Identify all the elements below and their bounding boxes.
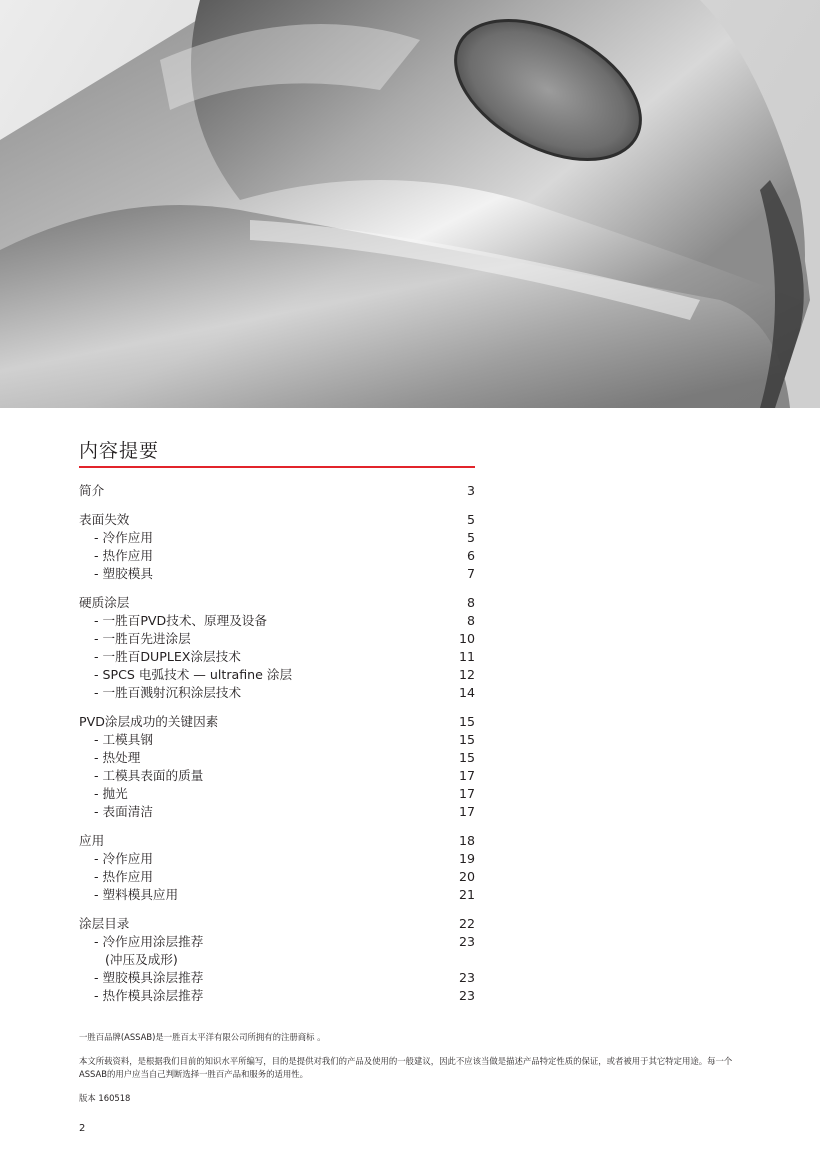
toc-subentry[interactable]: [79, 767, 475, 785]
toc-subentry[interactable]: [79, 612, 475, 630]
toc-entry-page: 12: [458, 667, 475, 682]
toc-entry-label: - 一胜百溅射沉积涂层技术: [94, 685, 242, 700]
toc-entry-page: 17: [458, 786, 475, 801]
toc-entry-page: 20: [458, 869, 475, 884]
toc-entry-page: 15: [458, 732, 475, 747]
table-of-contents: [79, 482, 475, 1016]
toc-entry-label: - 一胜百PVD技术、原理及设备: [94, 613, 267, 628]
toc-entry-page: 8: [466, 613, 475, 628]
toc-entry-page: 23: [458, 970, 475, 985]
toc-section: [79, 713, 475, 821]
toc-subentry[interactable]: [79, 785, 475, 803]
toc-subentry[interactable]: [79, 565, 475, 583]
toc-entry-label: - 热处理: [94, 750, 141, 765]
toc-entry-page: 22: [458, 916, 475, 931]
toc-entry-page: 6: [466, 548, 475, 563]
toc-entry-page: 17: [458, 804, 475, 819]
toc-entry-page: 3: [466, 483, 475, 498]
toc-entry-page: 23: [458, 988, 475, 1003]
toc-subentry[interactable]: [79, 868, 475, 886]
trademark-note: 一胜百品牌(ASSAB)是一胜百太平洋有限公司所拥有的注册商标 。: [79, 1032, 326, 1042]
toc-entry-page: 15: [458, 714, 475, 729]
toc-entry-page: 5: [466, 512, 475, 527]
toc-subentry[interactable]: [79, 529, 475, 547]
toc-entry[interactable]: [79, 482, 475, 500]
toc-entry-label: PVD涂层成功的关键因素: [79, 714, 219, 729]
toc-entry-page: 8: [466, 595, 475, 610]
toc-entry-page: 15: [458, 750, 475, 765]
toc-entry-page: 7: [466, 566, 475, 581]
toc-entry[interactable]: [79, 594, 475, 612]
toc-title: 内容提要: [79, 440, 160, 462]
page-number: 2: [79, 1123, 86, 1134]
toc-entry-label: - 一胜百先进涂层: [94, 631, 191, 646]
toc-entry-page: 11: [458, 649, 475, 664]
toc-entry[interactable]: [79, 511, 475, 529]
toc-entry-label: - 热作应用: [94, 869, 153, 884]
toc-entry-label: - 冷作应用: [94, 530, 153, 545]
toc-entry-label: - 塑胶模具涂层推荐: [94, 970, 204, 985]
toc-entry-label: 简介: [79, 483, 105, 498]
toc-subentry[interactable]: [79, 684, 475, 702]
toc-entry-label: - 冷作应用涂层推荐: [94, 934, 204, 949]
toc-subentry[interactable]: [79, 951, 475, 969]
version-label: 版本 160518: [79, 1093, 131, 1103]
toc-entry[interactable]: [79, 713, 475, 731]
toc-entry-page: 17: [458, 768, 475, 783]
footer-notes: [79, 1031, 739, 1116]
toc-section: [79, 482, 475, 500]
toc-entry-label: (冲压及成形): [105, 952, 178, 967]
toc-section: [79, 915, 475, 1005]
toc-entry-page: 14: [458, 685, 475, 700]
toc-section: [79, 511, 475, 583]
cover-photo-steel-tool: [0, 0, 820, 408]
toc-entry-label: 表面失效: [79, 512, 130, 527]
toc-subentry[interactable]: [79, 731, 475, 749]
toc-entry-label: - 塑料模具应用: [94, 887, 179, 902]
toc-entry-label: - 一胜百DUPLEX涂层技术: [94, 649, 241, 664]
toc-entry-label: - 热作应用: [94, 548, 153, 563]
toc-entry-page: 21: [458, 887, 475, 902]
toc-subentry[interactable]: [79, 630, 475, 648]
toc-subentry[interactable]: [79, 648, 475, 666]
toc-entry-page: 19: [458, 851, 475, 866]
toc-entry-page: 10: [458, 631, 475, 646]
toc-entry-label: 应用: [79, 833, 105, 848]
toc-entry-label: - SPCS 电弧技术 — ultrafine 涂层: [94, 667, 293, 682]
toc-entry-label: 硬质涂层: [79, 595, 130, 610]
toc-entry-label: - 工模具表面的质量: [94, 768, 204, 783]
toc-divider: [79, 466, 475, 468]
toc-entry-label: - 表面清洁: [94, 804, 153, 819]
toc-entry-label: - 塑胶模具: [94, 566, 153, 581]
toc-subentry[interactable]: [79, 933, 475, 951]
toc-subentry[interactable]: [79, 969, 475, 987]
toc-entry-label: - 热作模具涂层推荐: [94, 988, 204, 1003]
toc-subentry[interactable]: [79, 666, 475, 684]
disclaimer-note: 本文所载资料，是根据我们目前的知识水平所编写，目的是提供对我们的产品及使用的一般建议，因此不应该当做是描述产品特定性质的保证，或者被用于其它特定用途。每一个ASSAB的用户应当自己判断选择一胜百产品和服务的适用性。: [79, 1056, 733, 1079]
toc-entry-label: - 抛光: [94, 786, 128, 801]
toc-section: [79, 832, 475, 904]
toc-entry[interactable]: [79, 832, 475, 850]
toc-subentry[interactable]: [79, 749, 475, 767]
toc-entry-label: - 工模具钢: [94, 732, 153, 747]
toc-section: [79, 594, 475, 702]
toc-entry-page: 5: [466, 530, 475, 545]
toc-subentry[interactable]: [79, 886, 475, 904]
toc-entry-page: 18: [458, 833, 475, 848]
toc-entry-label: 涂层目录: [79, 916, 130, 931]
toc-entry-page: 23: [458, 934, 475, 949]
toc-entry-label: - 冷作应用: [94, 851, 153, 866]
toc-subentry[interactable]: [79, 547, 475, 565]
toc-subentry[interactable]: [79, 850, 475, 868]
toc-subentry[interactable]: [79, 987, 475, 1005]
toc-entry[interactable]: [79, 915, 475, 933]
toc-subentry[interactable]: [79, 803, 475, 821]
